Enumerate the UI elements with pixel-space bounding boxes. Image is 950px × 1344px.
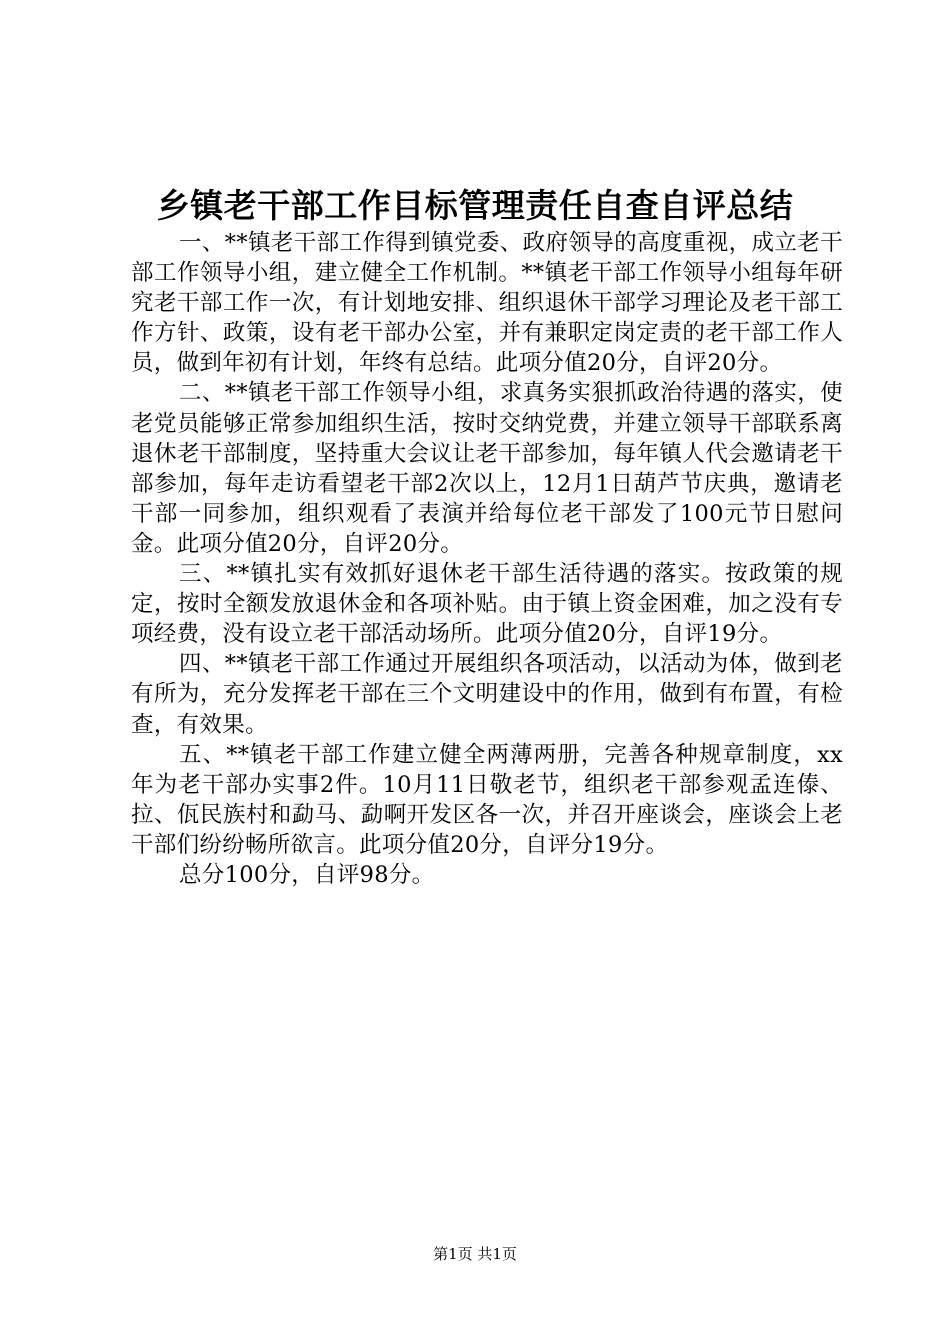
total-score: 总分100分，自评98分。 [179,861,435,888]
paragraph-4: 四、**镇老干部工作通过开展组织各项活动，以活动为体，做到老有所为，充分发挥老干部在三个文明建设中的作用，做到有布置，有检查，有效果。 [131,651,843,738]
document-title: 乡镇老干部工作目标管理责任自查自评总结 [156,186,794,225]
page-footer: 第1页 共1页 [433,1245,517,1263]
paragraph-1: 一、**镇老干部工作得到镇党委、政府领导的高度重视，成立老干部工作领导小组，建立健全工作机制。**镇老干部工作领导小组每年研究老干部工作一次，有计划地安排、组织退休干部学习理论及老干部工作方针、政策，设有老干部办公室，并有兼职定岗定责的老干部工作人员，做到年初有计划，年终有总结。此项分值20分，自评20分。 [131,230,843,377]
paragraph-5: 五、**镇老干部工作建立健全两薄两册，完善各种规章制度，xx年为老干部办实事2件。10月11日敬老节，组织老干部参观孟连傣、拉、佤民族村和勐马、勐啊开发区各一次，并召开座谈会，座谈会上老干部们纷纷畅所欲言。此项分值20分，自评分19分。 [131,741,843,858]
paragraph-3: 三、**镇扎实有效抓好退休老干部生活待遇的落实。按政策的规定，按时全额发放退休金和各项补贴。由于镇上资金困难，加之没有专项经费，没有设立老干部活动场所。此项分值20分，自评19分。 [131,561,843,648]
document-body [131,228,843,890]
paragraph-2: 二、**镇老干部工作领导小组，求真务实狠抓政治待遇的落实，使老党员能够正常参加组织生活，按时交纳党费，并建立领导干部联系离退休老干部制度，坚持重大会议让老干部参加，每年镇人代会邀请老干部参加，每年走访看望老干部2次以上，12月1日葫芦节庆典，邀请老干部一同参加，组织观看了表演并给每位老干部发了100元节日慰问金。此项分值20分，自评20分。 [131,380,843,557]
